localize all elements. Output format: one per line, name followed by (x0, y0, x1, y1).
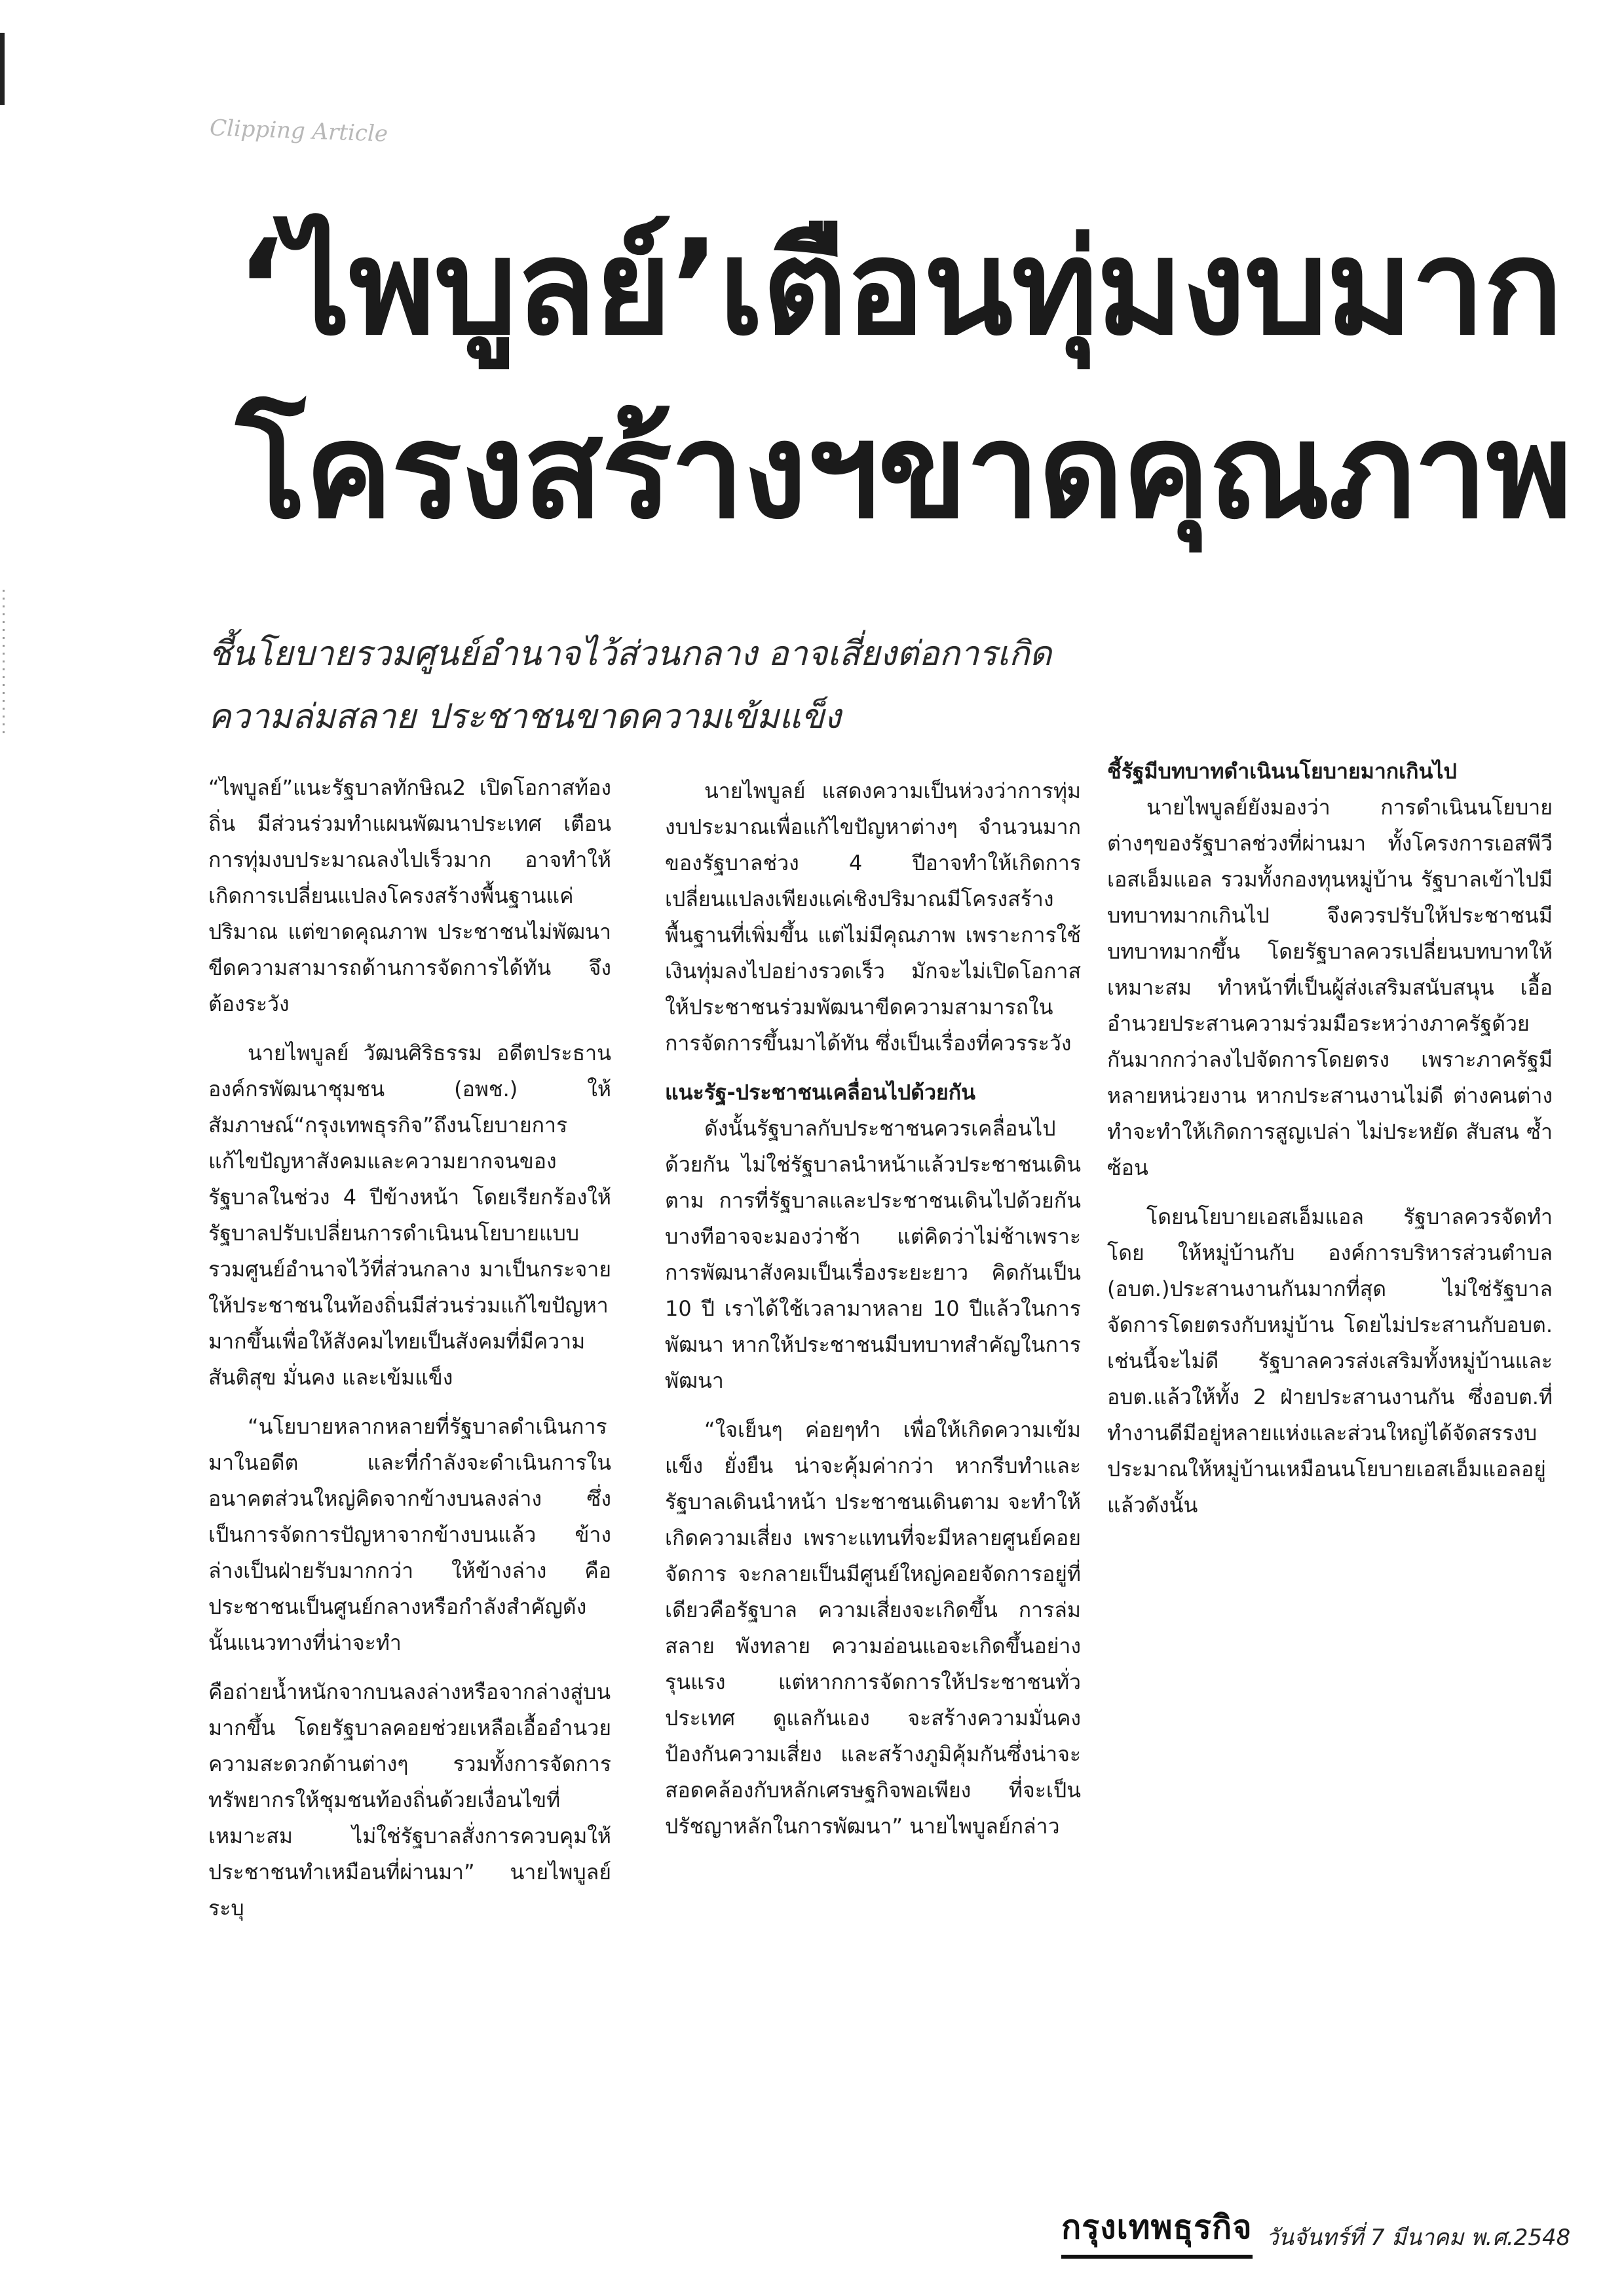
column-2-paragraph-3: “ใจเย็นๆ ค่อยๆทำ เพื่อให้เกิดความเข้มแข็ง ยั่งยืน น่าจะคุ้มค่ากว่า หากรีบทำและรัฐบาลเดินนำหน้า ประชาชนเดินตาม จะทำให้เกิดความเสี่ยง เพราะแทนที่จะมีหลายศูนย์คอยจัดการ จะกลายเป็นมีศูนย์ใหญ่คอยจัดการอยู่ที่เดียวคือรัฐบาล ความเสี่ยงจะเกิดขึ้น การล่มสลาย พังทลาย ความอ่อนแอจะเกิดขึ้นอย่างรุนแรง แต่หากการจัดการให้ประชาชนทั่วประเทศ ดูแลกันเอง จะสร้างความมั่นคง ป้องกันความเสี่ยง และสร้างภูมิคุ้มกันซึ่งน่าจะสอดคล้องกับหลักเศรษฐกิจพอเพียง ที่จะเป็นปรัชญาหลักในการพัฒนา” นายไพบูลย์กล่าว (665, 1417, 1081, 1839)
subheadline (208, 622, 1322, 748)
headline-line-1: ‘ไพบูลย์’เตือนทุ่มงบมาก (236, 212, 1562, 364)
publication-footer (1061, 2202, 1612, 2251)
column-2-paragraph-2: ดังนั้นรัฐบาลกับประชาชนควรเคลื่อนไปด้วยกัน ไม่ใช่รัฐบาลนำหน้าแล้วประชาชนเดินตาม การที่รัฐบาลและประชาชนเดินไปด้วยกันบางทีอาจจะมองว่าช้า แต่คิดว่าไม่ช้าเพราะการพัฒนาสังคมเป็นเรื่องระยะยาว คิดกันเป็น 10 ปี เราได้ใช้เวลามาหลาย 10 ปีแล้วในการพัฒนา หากให้ประชาชนมีบทบาทสำคัญในการพัฒนา (665, 1116, 1081, 1393)
binding-mark (0, 33, 5, 105)
binding-hole-marks (3, 590, 5, 734)
headline (236, 197, 1572, 564)
headline-line-2: โครงสร้างฯขาดคุณภาพ (236, 395, 1572, 548)
article-column-2 (665, 773, 1081, 1858)
publication-date: วันจันทร์ที่ 7 มีนาคม พ.ศ.2548 (1266, 2225, 1571, 2251)
column-3-subheading: ชี้รัฐมีบทบาทดำเนินนโยบายมากเกินไป (1107, 759, 1457, 784)
column-1-lead-paragraph: “ไพบูลย์”แนะรัฐบาลทักษิณ2 เปิดโอกาสท้องถิ่น มีส่วนร่วมทำแผนพัฒนาประเทศ เตือนการทุ่มงบประมาณลงไปเร็วมาก อาจทำให้เกิดการเปลี่ยนแปลงโครงสร้างพื้นฐานแค่ปริมาณ แต่ขาดคุณภาพ ประชาชนไม่พัฒนาขีดความสามารถด้านการจัดการได้ทัน จึงต้องระวัง (208, 775, 611, 1016)
subheadline-line-1: ชี้นโยบายรวมศูนย์อำนาจไว้ส่วนกลาง อาจเสี่ยงต่อการเกิด (208, 634, 1052, 674)
article-column-1 (208, 770, 611, 1940)
newspaper-masthead: กรุงเทพธุรกิจ (1061, 2202, 1253, 2259)
subheadline-line-2: ความล่มสลาย ประชาชนขาดความเข้มแข็ง (208, 697, 841, 737)
handwritten-note: Clipping Article (209, 115, 388, 147)
column-1-paragraph-3: “นโยบายหลากหลายที่รัฐบาลดำเนินการมาในอดีต และที่กำลังจะดำเนินการในอนาคตส่วนใหญ่คิดจากข้างบนลงล่าง ซึ่งเป็นการจัดการปัญหาจากข้างบนแล้ว ข้างล่างเป็นฝ่ายรับมากกว่า ให้ข้างล่าง คือ ประชาชนเป็นศูนย์กลางหรือกำลังสำคัญดังนั้นแนวทางที่น่าจะทำ (208, 1414, 611, 1655)
column-1-paragraph-2: นายไพบูลย์ วัฒนศิริธรรม อดีตประธานองค์กรพัฒนาชุมชน (อพช.) ให้สัมภาษณ์“กรุงเทพธุรกิจ”ถึงนโยบายการแก้ไขปัญหาสังคมและความยากจนของรัฐบาลในช่วง 4 ปีข้างหน้า โดยเรียกร้องให้รัฐบาลปรับเปลี่ยนการดำเนินนโยบายแบบรวมศูนย์อำนาจไว้ที่ส่วนกลาง มาเป็นกระจายให้ประชาชนในท้องถิ่นมีส่วนร่วมแก้ไขปัญหามากขึ้นเพื่อให้สังคมไทยเป็นสังคมที่มีความสันติสุข มั่นคง และเข้มแข็ง (208, 1041, 611, 1390)
column-2-paragraph-1: นายไพบูลย์ แสดงความเป็นห่วงว่าการทุ่มงบประมาณเพื่อแก้ไขปัญหาต่างๆ จำนวนมากของรัฐบาลช่วง 4 ปีอาจทำให้เกิดการเปลี่ยนแปลงเพียงแค่เชิงปริมาณมีโครงสร้างพื้นฐานที่เพิ่มขึ้น แต่ไม่มีคุณภาพ เพราะการใช้เงินทุ่มลงไปอย่างรวดเร็ว มักจะไม่เปิดโอกาสให้ประชาชนร่วมพัฒนาขีดความสามารถในการจัดการขึ้นมาได้ทัน ซึ่งเป็นเรื่องที่ควรระวัง (665, 778, 1081, 1056)
column-1-paragraph-4: คือถ่ายน้ำหนักจากบนลงล่างหรือจากล่างสู่บนมากขึ้น โดยรัฐบาลคอยช่วยเหลือเอื้ออำนวยความสะดวกด้านต่างๆ รวมทั้งการจัดการทรัพยากรให้ชุมชนท้องถิ่นด้วยเงื่อนไขที่เหมาะสม ไม่ใช่รัฐบาลสั่งการควบคุมให้ประชาชนทำเหมือนที่ผ่านมา” นายไพบูลย์ ระบุ (208, 1679, 611, 1921)
article-column-3 (1107, 754, 1553, 1537)
column-3-paragraph-1: นายไพบูลย์ยังมองว่า การดำเนินนโยบายต่างๆของรัฐบาลช่วงที่ผ่านมา ทั้งโครงการเอสพีวี เอสเอ็มแอล รวมทั้งกองทุนหมู่บ้าน รัฐบาลเข้าไปมีบทบาทมากเกินไป จึงควรปรับให้ประชาชนมีบทบาทมากขึ้น โดยรัฐบาลควรเปลี่ยนบทบาทให้เหมาะสม ทำหน้าที่เป็นผู้ส่งเสริมสนับสนุน เอื้ออำนวยประสานความร่วมมือระหว่างภาครัฐด้วยกันมากกว่าลงไปจัดการโดยตรง เพราะภาครัฐมีหลายหน่วยงาน หากประสานงานไม่ดี ต่างคนต่างทำจะทำให้เกิดการสูญเปล่า ไม่ประหยัด สับสน ซ้ำซ้อน (1107, 795, 1553, 1180)
column-3-paragraph-2: โดยนโยบายเอสเอ็มแอล รัฐบาลควรจัดทำโดย ให้หมู่บ้านกับ องค์การบริหารส่วนตำบล (อบต.)ประสานงานกันมากที่สุด ไม่ใช่รัฐบาลจัดการโดยตรงกับหมู่บ้าน โดยไม่ประสานกับอบต. เช่นนี้จะไม่ดี รัฐบาลควรส่งเสริมทั้งหมู่บ้านและอบต.แล้วให้ทั้ง 2 ฝ่ายประสานงานกัน ซึ่งอบต.ที่ทำงานดีมีอยู่หลายแห่งและส่วนใหญ่ได้จัดสรรงบประมาณให้หมู่บ้านเหมือนนโยบายเอสเอ็มแอลอยู่แล้วดังนั้น (1107, 1204, 1553, 1518)
column-2-subheading: แนะรัฐ-ประชาชนเคลื่อนไปด้วยกัน (665, 1080, 975, 1105)
